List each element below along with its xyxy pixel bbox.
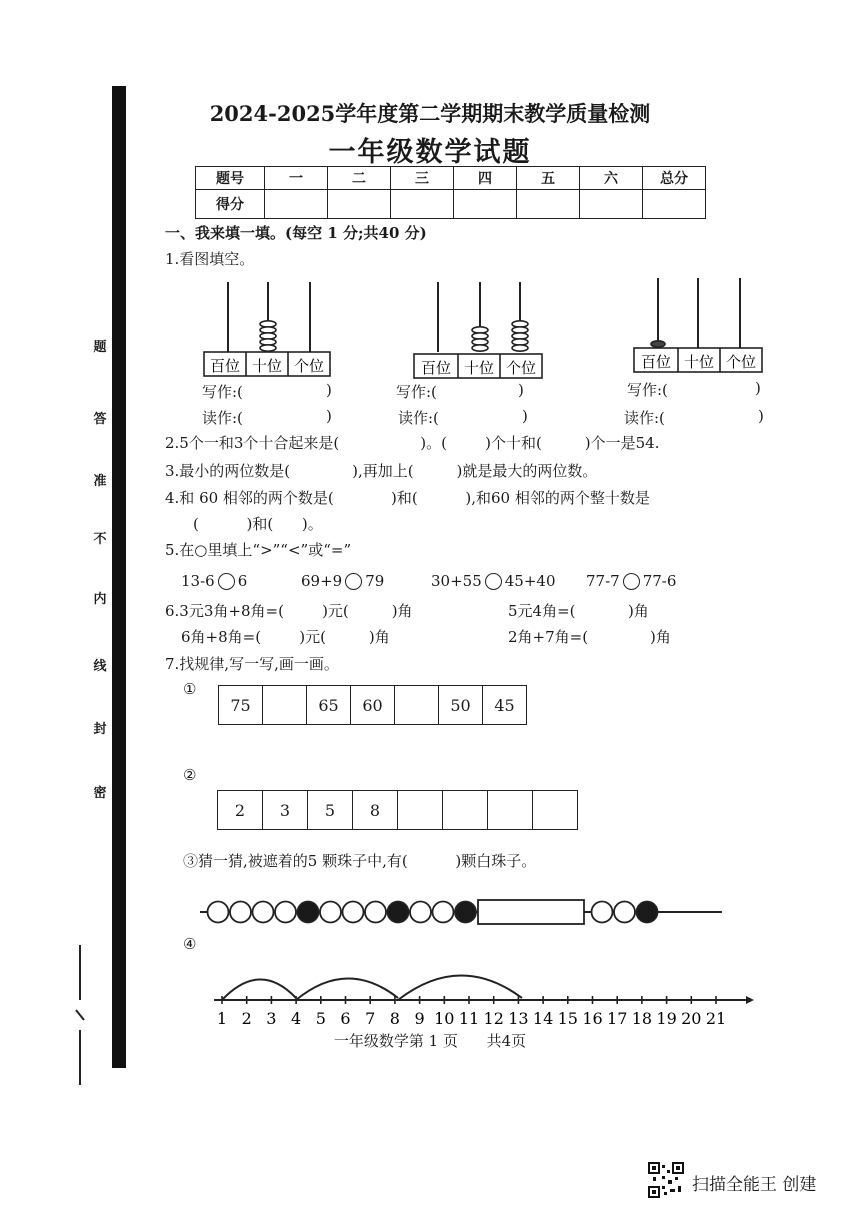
number-line-label: 12	[483, 1009, 504, 1028]
sequence-cell: 75	[219, 686, 263, 725]
score-blank[interactable]	[328, 190, 391, 219]
question-4-line1: 4.和 60 相邻的两个数是( )和( ),和60 相邻的两个整十数是	[165, 489, 650, 507]
sequence-table-1	[218, 685, 527, 725]
score-table-header-row	[196, 167, 706, 190]
score-blank[interactable]	[391, 190, 454, 219]
sequence-cell: 65	[307, 686, 351, 725]
abacus-beads	[260, 321, 276, 351]
question-6-row2-right: 2角+7角=( )角	[508, 628, 671, 646]
exam-title: 2024-2025学年度第二学期期末教学质量检测	[209, 101, 651, 126]
score-table	[195, 166, 706, 219]
compare-right: 79	[365, 572, 385, 590]
section1-heading: 一、我来填一填。(每空 1 分;共40 分)	[165, 224, 427, 242]
compare-circle-icon[interactable]	[485, 573, 502, 590]
question-3: 3.最小的两位数是( ),再加上( )就是最大的两位数。	[165, 462, 598, 480]
number-line-label: 15	[557, 1009, 578, 1028]
exam-subtitle: 一年级数学试题	[328, 137, 532, 168]
score-blank[interactable]	[580, 190, 643, 219]
bead-white	[343, 902, 364, 923]
paren-close: )	[326, 407, 332, 425]
score-cell: 题号	[196, 167, 265, 190]
question-1-text: 1.看图填空。	[165, 250, 255, 268]
number-line-label: 17	[607, 1009, 628, 1028]
question-2: 2.5个一和3个十合起来是( )。( )个十和( )个一是54.	[165, 434, 660, 452]
number-line-label: 5	[315, 1009, 326, 1028]
sequence-cell: 45	[483, 686, 527, 725]
question-6-row1-left: 6.3元3角+8角=( )元( )角	[165, 602, 413, 620]
bead-white	[230, 902, 251, 923]
compare-left: 30+55	[431, 572, 482, 590]
page-footer: 一年级数学第 1 页 共4页	[333, 1032, 527, 1050]
score-table-score-row	[196, 190, 706, 219]
abacus-label: 个位	[725, 353, 757, 371]
sequence-cell: 8	[353, 791, 398, 830]
question-5-text: 5.在○里填上“>”“<”或“=”	[165, 541, 352, 559]
number-line-label: 18	[631, 1009, 653, 1028]
number-line-label: 16	[582, 1009, 603, 1028]
paren-close: )	[518, 381, 524, 399]
sequence-cell: 50	[439, 686, 483, 725]
compare-right: 77-6	[642, 572, 677, 590]
question-6-row1-right: 5元4角=( )角	[508, 602, 649, 620]
paren-close: )	[522, 407, 528, 425]
binding-char: 封	[93, 722, 107, 737]
number-line-label: 2	[241, 1009, 252, 1028]
number-line-label: 19	[656, 1009, 677, 1028]
compare-circle-icon[interactable]	[218, 573, 235, 590]
bead-black	[455, 902, 476, 923]
compare-item	[301, 572, 384, 590]
number-line-label: 4	[291, 1009, 302, 1028]
read-label: 读作:(	[624, 409, 665, 427]
compare-left: 77-7	[586, 572, 620, 590]
abacus-label: 百位	[420, 359, 452, 377]
number-line-label: 1	[216, 1009, 228, 1028]
bead-white	[253, 902, 274, 923]
paren-close: )	[758, 407, 764, 425]
score-cell: 二	[328, 167, 391, 190]
bead-white	[410, 902, 431, 923]
bead-white	[208, 902, 229, 923]
compare-left: 69+9	[301, 572, 343, 590]
number-line-label: 8	[389, 1009, 400, 1028]
score-row-label: 得分	[196, 190, 265, 219]
qr-code-icon	[648, 1162, 684, 1198]
number-line-label: 9	[414, 1009, 425, 1028]
abacus-label: 十位	[463, 359, 495, 377]
compare-item	[181, 572, 247, 590]
number-line-label: 10	[434, 1009, 455, 1028]
number-line-label: 14	[532, 1009, 554, 1028]
paren-close: )	[755, 379, 761, 397]
compare-left: 13-6	[181, 572, 215, 590]
sequence-cell: 2	[218, 791, 263, 830]
sequence-cell-blank[interactable]	[443, 791, 488, 830]
score-blank[interactable]	[265, 190, 328, 219]
abacus-label: 百位	[640, 353, 672, 371]
sequence-table-2	[217, 790, 578, 830]
paren-close: )	[326, 381, 332, 399]
bead-black	[388, 902, 409, 923]
score-cell: 三	[391, 167, 454, 190]
bead-string	[196, 894, 726, 930]
question-6-row2-left: 6角+8角=( )元( )角	[181, 628, 390, 646]
score-cell: 六	[580, 167, 643, 190]
compare-circle-icon[interactable]	[623, 573, 640, 590]
part-3-text: ③猜一猜,被遮着的5 颗珠子中,有( )颗白珠子。	[183, 852, 537, 870]
compare-item	[586, 572, 676, 590]
abacus-label: 十位	[683, 353, 715, 371]
bead-white	[365, 902, 386, 923]
write-label: 写作:(	[627, 381, 668, 399]
bead-black	[637, 902, 658, 923]
sequence-cell: 3	[263, 791, 308, 830]
number-line-label: 7	[365, 1009, 376, 1028]
abacus-label: 百位	[209, 357, 241, 375]
bead-white	[592, 902, 613, 923]
abacus-label: 十位	[251, 357, 283, 375]
bead-cover-box	[478, 900, 584, 924]
number-line	[210, 960, 755, 1030]
binding-char: 内	[93, 592, 107, 607]
binding-char: 密	[93, 786, 107, 801]
compare-right: 45+40	[504, 572, 556, 590]
sequence-cell-blank[interactable]	[263, 686, 307, 725]
binding-margin-bar	[112, 86, 126, 1068]
number-line-label: 11	[458, 1009, 480, 1028]
abacus-1	[200, 280, 335, 380]
number-line-label: 6	[340, 1009, 351, 1028]
abacus-label: 个位	[505, 359, 537, 377]
abacus-2	[412, 280, 547, 380]
compare-right: 6	[237, 572, 248, 590]
binding-char: 线	[93, 659, 107, 674]
abacus-3	[632, 276, 767, 376]
abacus-bead	[651, 341, 665, 347]
sequence-cell-blank[interactable]	[533, 791, 578, 830]
score-cell: 四	[454, 167, 517, 190]
bead-white	[275, 902, 296, 923]
bead-white	[320, 902, 341, 923]
binding-char: 题	[93, 340, 107, 355]
write-label: 写作:(	[202, 383, 243, 401]
number-line-label: 3	[266, 1009, 277, 1028]
number-line-label: 13	[508, 1009, 529, 1028]
question-7-text: 7.找规律,写一写,画一画。	[165, 655, 339, 673]
binding-char: 答	[93, 412, 107, 427]
read-label: 读作:(	[398, 409, 439, 427]
bead-white	[433, 902, 454, 923]
read-label: 读作:(	[202, 409, 243, 427]
number-line-label: 21	[705, 1009, 727, 1028]
compare-item	[431, 572, 556, 590]
score-cell: 一	[265, 167, 328, 190]
part-1-label: ①	[183, 680, 197, 698]
part-2-label: ②	[183, 766, 197, 784]
number-line-label: 20	[681, 1009, 702, 1028]
abacus-label: 个位	[293, 357, 325, 375]
write-label: 写作:(	[396, 383, 437, 401]
bead-black	[298, 902, 319, 923]
part-4-label: ④	[183, 935, 197, 953]
scanner-watermark: 扫描全能王 创建	[692, 1175, 817, 1195]
sequence-cell: 60	[351, 686, 395, 725]
question-4-line2: ( )和( )。	[193, 515, 323, 533]
bead-white	[614, 902, 635, 923]
sequence-cell-blank[interactable]	[398, 791, 443, 830]
binding-char: 不	[93, 532, 107, 547]
score-cell: 总分	[643, 167, 706, 190]
score-cell: 五	[517, 167, 580, 190]
sequence-cell: 5	[308, 791, 353, 830]
score-blank[interactable]	[454, 190, 517, 219]
score-blank[interactable]	[643, 190, 706, 219]
sequence-cell-blank[interactable]	[395, 686, 439, 725]
sequence-cell-blank[interactable]	[488, 791, 533, 830]
binding-char: 准	[93, 474, 107, 489]
score-blank[interactable]	[517, 190, 580, 219]
handwriting-scribble	[70, 940, 90, 1090]
compare-circle-icon[interactable]	[345, 573, 362, 590]
